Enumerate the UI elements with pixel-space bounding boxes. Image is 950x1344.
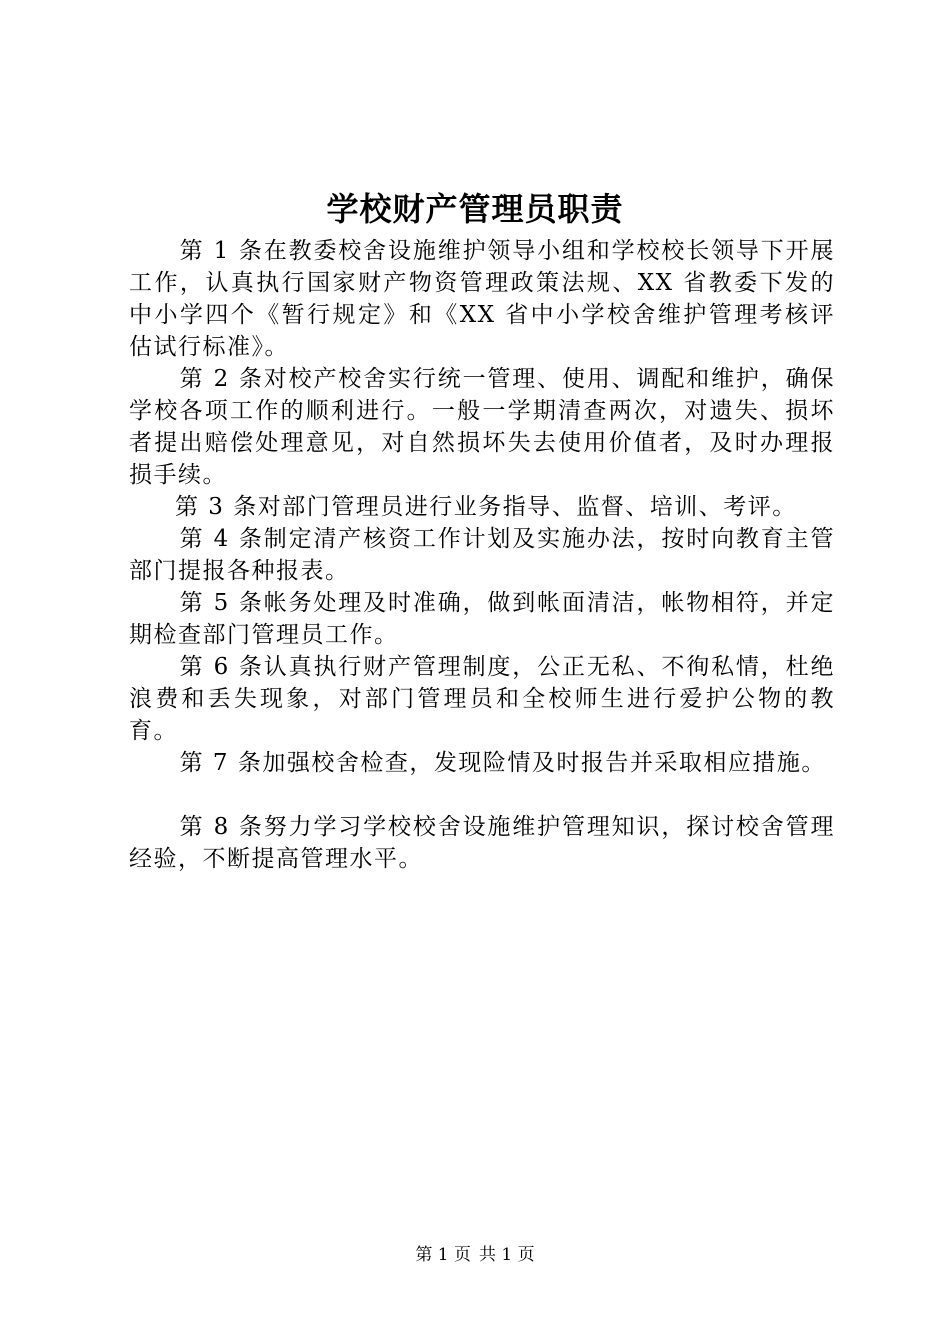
article-6: 第 6 条认真执行财产管理制度，公正无私、不徇私情，杜绝浪费和丢失现象，对部门管理员和全校师生进行爱护公物的教育。 (129, 654, 835, 744)
page-title: 学校财产管理员职责 (326, 190, 624, 228)
article-3: 第 3 条对部门管理员进行业务指导、监督、培训、考评。 (175, 494, 797, 520)
page-footer (0, 1244, 950, 1266)
document-body (129, 235, 835, 875)
page-total: 共 1 页 (479, 1245, 535, 1265)
article-8: 第 8 条努力学习学校校舍设施维护管理知识，探讨校舍管理经验，不断提高管理水平。 (129, 814, 835, 872)
article-7: 第 7 条加强校舍检查，发现险情及时报告并采取相应措施。 (179, 750, 826, 776)
article-1: 第 1 条在教委校舍设施维护领导小组和学校校长领导下开展工作，认真执行国家财产物资管理政策法规、XX 省教委下发的中小学四个《暂行规定》和《XX 省中小学校舍维护管理考核评估试行标准》。 (129, 238, 835, 360)
article-5: 第 5 条帐务处理及时准确，做到帐面清洁，帐物相符，并定期检查部门管理员工作。 (129, 590, 835, 648)
article-2: 第 2 条对校产校舍实行统一管理、使用、调配和维护，确保学校各项工作的顺利进行。一般一学期清查两次，对遗失、损坏者提出赔偿处理意见，对自然损坏失去使用价值者，及时办理报损手续。 (129, 366, 835, 488)
article-4: 第 4 条制定清产核资工作计划及实施办法，按时向教育主管部门提报各种报表。 (129, 526, 835, 584)
page-number: 第 1 页 (415, 1245, 471, 1265)
